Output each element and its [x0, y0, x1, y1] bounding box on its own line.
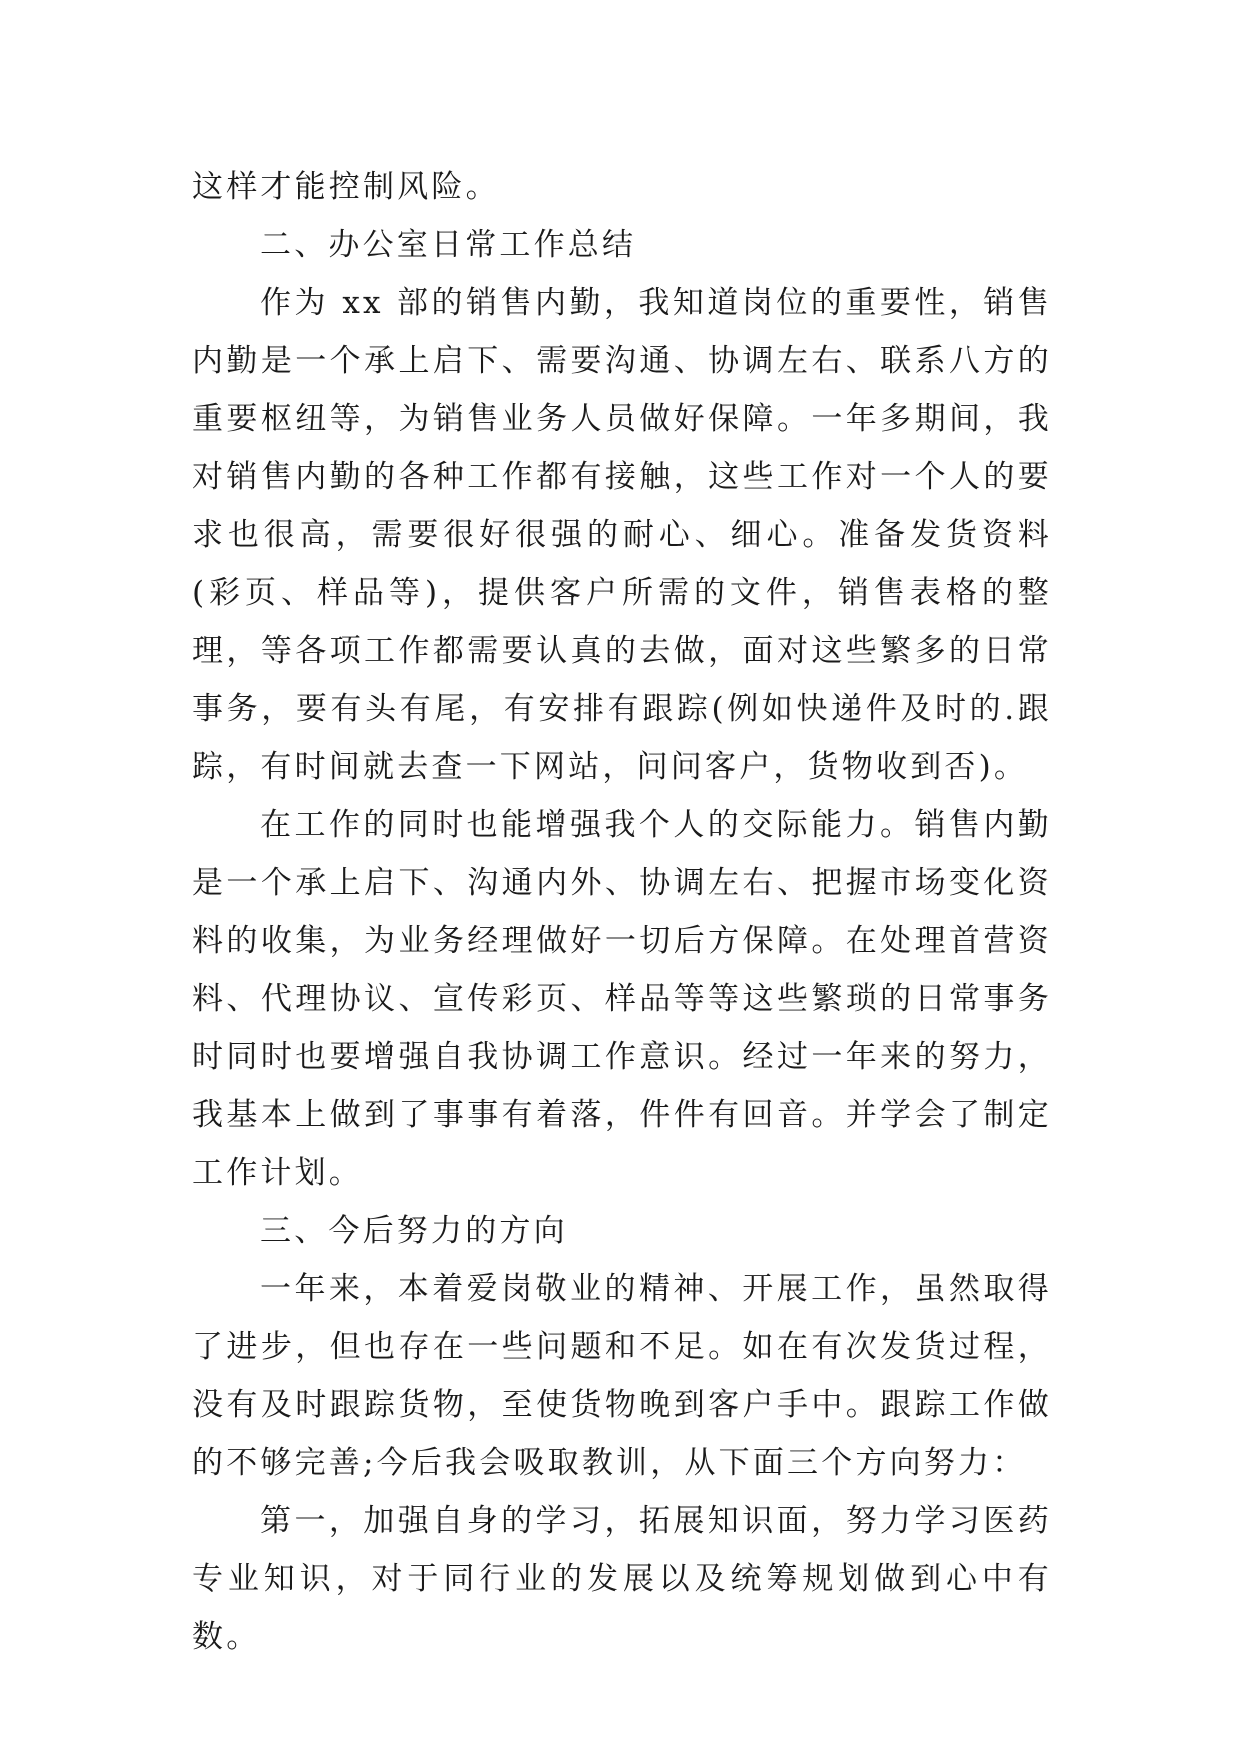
paragraph: 第一，加强自身的学习，拓展知识面，努力学习医药专业知识，对于同行业的发展以及统筹规划做到心中有数。 — [192, 1503, 1052, 1655]
paragraph: 一年来，本着爱岗敬业的精神、开展工作，虽然取得了进步，但也存在一些问题和不足。如在有次发货过程，没有及时跟踪货物，至使货物晚到客户手中。跟踪工作做的不够完善;今后我会吸取教训，从下面三个方向努力： — [192, 1271, 1052, 1481]
section-heading-3: 三、今后努力的方向 — [260, 1213, 568, 1249]
paragraph-continuation: 这样才能控制风险。 — [192, 169, 500, 205]
section-heading-2: 二、办公室日常工作总结 — [260, 227, 637, 263]
paragraph: 作为 xx 部的销售内勤，我知道岗位的重要性，销售内勤是一个承上启下、需要沟通、协调左右、联系八方的重要枢纽等，为销售业务人员做好保障。一年多期间，我对销售内勤的各种工作都有接触，这些工作对一个人的要求也很高，需要很好很强的耐心、细心。准备发货资料(彩页、样品等)，提供客户所需的文件，销售表格的整理，等各项工作都需要认真的去做，面对这些繁多的日常事务，要有头有尾，有安排有跟踪(例如快递件及时的.跟踪，有时间就去查一下网站，问问客户，货物收到否)。 — [192, 285, 1052, 785]
document-body — [192, 158, 1052, 1666]
paragraph: 在工作的同时也能增强我个人的交际能力。销售内勤是一个承上启下、沟通内外、协调左右、把握市场变化资料的收集，为业务经理做好一切后方保障。在处理首营资料、代理协议、宣传彩页、样品等等这些繁琐的日常事务时同时也要增强自我协调工作意识。经过一年来的努力，我基本上做到了事事有着落，件件有回音。并学会了制定工作计划。 — [192, 807, 1052, 1191]
